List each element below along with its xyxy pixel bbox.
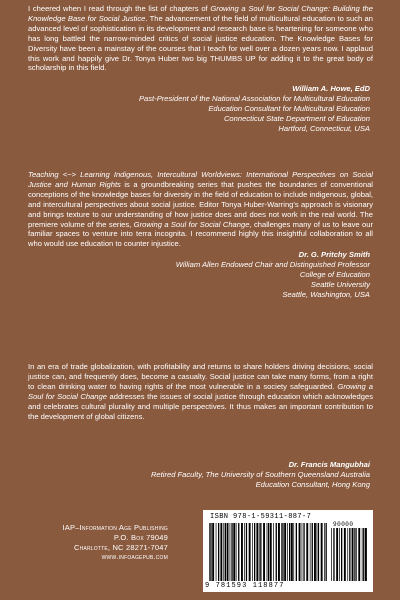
barcode-bar — [365, 528, 367, 581]
endorsement-1-book-title: Growing a Soul for Social Change: Building the Knowledge Base for Social Justice — [28, 4, 373, 23]
endorsement-2-book-title: Growing a Soul for Social Change — [133, 219, 250, 229]
barcode-bar — [303, 523, 304, 581]
barcode-bar — [331, 528, 332, 581]
endorsement-3-signature — [40, 460, 370, 490]
isbn-barcode — [203, 510, 373, 592]
barcode-bar — [355, 528, 356, 581]
barcode-bar — [347, 528, 348, 581]
barcode-bar — [339, 528, 340, 581]
barcode-bar — [267, 523, 268, 581]
isbn-label: ISBN 978-1-59311-887-7 — [210, 513, 312, 521]
barcode-bar — [260, 523, 261, 581]
endorser-1-affiliation-2: Education Consultant for Multicultural Education — [208, 103, 370, 113]
endorser-1-affiliation-4: Hartford, Connecticut, USA — [278, 123, 370, 133]
barcode-bar — [238, 523, 239, 581]
barcode-bars — [209, 523, 327, 581]
barcode-bar — [306, 523, 308, 581]
barcode-bar — [256, 523, 258, 581]
barcode-bar — [212, 523, 214, 581]
endorsement-3-text-a: In an era of trade globalization, with profitability and returns to share holders driving decisions, social justice can, and frequently does, become a casualty. Social justice can take many forms, from a right to clean drinking water to having rights of the most vulnerable in a society safeguarded. — [28, 362, 373, 391]
barcode-bar — [317, 523, 318, 581]
barcode-bar — [223, 523, 224, 581]
barcode-bar — [336, 528, 338, 581]
endorsement-2-text — [28, 170, 373, 249]
barcode-bar — [282, 523, 283, 581]
barcode-bar — [362, 528, 363, 581]
barcode-bar — [358, 528, 360, 581]
barcode-bar — [231, 523, 232, 581]
endorsement-2-series-title: Teaching <~> Learning Indigenous, Intercultural Worldviews: International Perspectives on Social Justice and Human Rights — [28, 170, 373, 189]
barcode-bar — [293, 523, 294, 581]
barcode-bar — [289, 523, 290, 581]
endorser-3-name: Dr. Francis Mangubhai — [288, 460, 370, 469]
publisher-po-box: P.O. Box 79049 — [113, 532, 168, 542]
endorsement-1-text-a: I cheered when I read through the list of chapters of — [28, 4, 211, 13]
endorser-1-affiliation-1: Past-President of the National Association for Multicultural Education — [138, 93, 370, 103]
endorsement-1-text-b: . The advancement of the field of multicultural education to such an advanced level of sophistication in its development and research base is heartening for someone who has long battled the narrow-minded critics of social justice education. The Knowledge Bases for Diversity have been a mainstay of the courses that I teach for well over a dozen years now. I applaud this work and happily give Dr. Tonya Huber two big THUMBS UP for adding it to the great body of scholarship in this field. — [28, 13, 373, 73]
publisher-city: Charlotte, NC 28271-7047 — [73, 542, 168, 552]
barcode-bar — [225, 523, 226, 581]
barcode-bar — [344, 528, 346, 581]
barcode-bar — [236, 523, 237, 581]
barcode-bar — [218, 523, 219, 581]
barcode-bar — [210, 523, 211, 581]
barcode-bar — [310, 523, 311, 581]
barcode-bar — [352, 528, 354, 581]
barcode-addon-bars — [331, 528, 367, 581]
endorser-2-name: Dr. G. Pritchy Smith — [298, 250, 370, 259]
barcode-bar — [349, 528, 350, 581]
barcode-bar — [363, 528, 364, 581]
barcode-bar — [259, 523, 260, 581]
endorser-3-affiliation-1: Retired Faculty, The University of Southern Queensland Australia — [150, 469, 370, 479]
barcode-bar — [341, 528, 342, 581]
barcode-bar — [321, 523, 323, 581]
endorser-2-affiliation-3: Seattle University — [310, 279, 370, 289]
barcode-bar — [276, 523, 277, 581]
barcode-bar — [209, 523, 210, 581]
endorsement-3-text — [28, 362, 373, 421]
barcode-bar — [252, 523, 253, 581]
barcode-bar — [314, 523, 316, 581]
endorsement-2-text-b: , challenges many of us to leave our familiar spaces to venture into terra incognita. I recommend highly this insightful collaboration to all who would use education to counter injustice. — [28, 219, 373, 249]
endorsement-1-text — [28, 4, 373, 73]
barcode-bar — [284, 523, 286, 581]
barcode-bar — [333, 528, 334, 581]
barcode-bar — [326, 523, 327, 581]
publisher-name: IAP–Information Age Publishing — [62, 523, 168, 532]
publisher-info — [0, 523, 168, 562]
barcode-bar — [244, 523, 245, 581]
barcode-digits: 9 781593 118877 — [205, 582, 285, 590]
barcode-bar — [268, 523, 269, 581]
barcode-bar — [216, 523, 217, 581]
endorsement-3-text-b: addresses the issues of social justice through education which acknowledges and celebrates cultural plurality and multiple perspectives. It thus makes an important contribution to the development of global citizens. — [28, 391, 373, 421]
endorsement-2-signature — [40, 250, 370, 300]
barcode-bar — [287, 523, 288, 581]
barcode-bar — [312, 523, 313, 581]
endorsement-2-text-a: is a groundbreaking series that pushes the boundaries of conventional conceptions of the knowledge bases for diversity in the field of education to include indigenous, global, and intercultural perspectives about social justice. Editor Tonya Huber-Warring's approach is visionary and brings texture to our understanding of how justice does and does not work in the real world. The premiere volume of the series, — [28, 179, 373, 229]
barcode-addon-digits: 90000 — [333, 521, 354, 528]
barcode-bar — [230, 523, 231, 581]
barcode-bar — [296, 523, 297, 581]
barcode-bar — [227, 523, 229, 581]
barcode-bar — [270, 523, 272, 581]
endorser-3-affiliation-2: Education Consultant, Hong Kong — [255, 479, 370, 489]
barcode-bar — [302, 523, 303, 581]
barcode-bar — [263, 523, 265, 581]
endorser-2-affiliation-2: College of Education — [299, 269, 370, 279]
barcode-bar — [354, 528, 355, 581]
endorser-2-affiliation-4: Seattle, Washington, USA — [282, 289, 370, 299]
endorsement-1-signature — [40, 84, 370, 134]
endorser-2-affiliation-1: William Allen Endowed Chair and Distinguished Professor — [175, 259, 370, 269]
endorser-1-name: William A. Howe, EdD — [292, 84, 370, 93]
barcode-bar — [249, 523, 251, 581]
barcode-bar — [273, 523, 274, 581]
barcode-bar — [233, 523, 235, 581]
publisher-url: www.infoagepub.com — [101, 552, 168, 562]
barcode-bar — [254, 523, 255, 581]
barcode-bar — [278, 523, 280, 581]
barcode-bar — [281, 523, 282, 581]
barcode-bar — [220, 523, 222, 581]
barcode-bar — [299, 523, 301, 581]
barcode-bar — [324, 523, 325, 581]
barcode-bar — [246, 523, 247, 581]
barcode-bar — [241, 523, 243, 581]
endorser-1-affiliation-3: Connecticut State Department of Education — [223, 113, 370, 123]
barcode-bar — [291, 523, 293, 581]
barcode-bar — [318, 523, 319, 581]
endorsement-3-book-title: Growing a Soul for Social Change — [28, 381, 373, 401]
